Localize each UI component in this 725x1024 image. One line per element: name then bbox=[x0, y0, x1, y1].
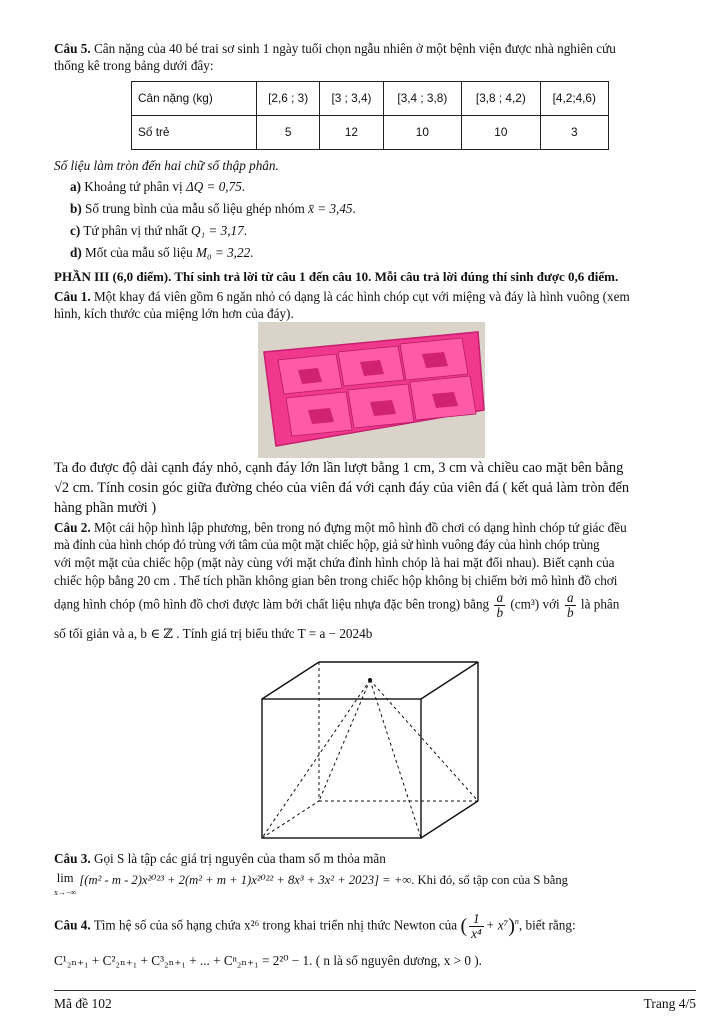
q1-label: Câu 1. bbox=[54, 289, 91, 304]
item-text: Tứ phân vị thứ nhất bbox=[83, 223, 188, 238]
ice-tray-photo bbox=[258, 322, 485, 458]
q1-body-2-text: cm. Tính cosin góc giữa đường chéo của viên đá với cạnh đáy của viên đá ( kết quả làm tròn đến bbox=[69, 480, 630, 496]
q3-line-2 bbox=[54, 872, 696, 897]
q2-line-5 bbox=[54, 591, 696, 620]
table-cell: [3,8 ; 4,2) bbox=[462, 82, 541, 116]
part3-heading: PHẦN III (6,0 điểm). Thí sinh trả lời từ câu 1 đến câu 10. Mỗi câu trả lời đúng thí sinh được 0,6 điểm. bbox=[54, 269, 619, 284]
table-header-count: Số trẻ bbox=[132, 116, 257, 150]
q2-line-4: chiếc hộp bằng 20 cm . Thể tích phần không gian bên trong chiếc hộp không bị chiếm bởi mô hình đồ chơi bbox=[54, 573, 618, 588]
q2-with: với bbox=[542, 596, 560, 612]
frac-num: a bbox=[567, 590, 574, 605]
item-label: b) bbox=[70, 201, 82, 216]
q4-plus-term: + x⁷ bbox=[485, 917, 509, 933]
table-cell: 5 bbox=[257, 116, 320, 150]
item-formula: Q₁ = 3,17 bbox=[191, 223, 244, 238]
q5-item-c bbox=[70, 222, 247, 239]
exam-code: Mã đề 102 bbox=[54, 996, 112, 1011]
q2-line-3: với một mặt của chiếc hộp (mặt này cùng với mặt chứa đỉnh hình chóp là hai mặt đối nhau). Biết cạnh của bbox=[54, 555, 615, 570]
item-end: . bbox=[241, 179, 246, 194]
item-end: . bbox=[243, 223, 247, 238]
q5-note: Số liệu làm tròn đến hai chữ số thập phân. bbox=[54, 158, 279, 173]
q2-line-2: mà đỉnh của hình chóp đó trùng với tâm của một mặt chiếc hộp, giả sử hình vuông đáy của hình chóp trùng bbox=[54, 537, 600, 552]
frac-den: x⁴ bbox=[471, 925, 482, 941]
q1-body-2 bbox=[54, 479, 696, 498]
unit: (cm³) bbox=[510, 596, 540, 612]
q2-text: là phân bbox=[580, 596, 620, 612]
item-end: . bbox=[352, 201, 356, 216]
frac-num: 1 bbox=[469, 912, 483, 927]
q4-line-1 bbox=[54, 912, 696, 941]
q1-intro-2: hình, kích thước của miệng lớn hơn của đáy). bbox=[54, 306, 294, 321]
q1-line1: Một khay đá viên gồm 6 ngăn nhỏ có dạng là các hình chóp cụt với miệng và đáy là hình vuông (xem bbox=[93, 289, 630, 304]
table-cell: [2,6 ; 3) bbox=[257, 82, 320, 116]
item-formula: ΔQ = 0,75 bbox=[185, 179, 242, 194]
table-cell: [3,4 ; 3,8) bbox=[383, 82, 462, 116]
q3-text: Gọi S là tập các giá trị nguyên của tham số m thỏa mãn bbox=[93, 851, 386, 866]
q1-intro bbox=[54, 288, 696, 305]
q5-item-d bbox=[70, 244, 253, 261]
item-formula: M₀ = 3,22 bbox=[196, 245, 251, 260]
q1-body-3: hàng phần mười ) bbox=[54, 500, 157, 516]
item-label: d) bbox=[70, 245, 82, 260]
item-text: Mốt của mẫu số liệu bbox=[85, 245, 193, 260]
q3-tail: . Khi đó, số tập con của S bằng bbox=[411, 873, 568, 887]
item-formula: x̄ = 3,45 bbox=[308, 201, 353, 216]
q5-intro bbox=[54, 40, 696, 57]
q2-line-6: số tối giản và a, b ∈ ℤ . Tính giá trị biểu thức T = a − 2024b bbox=[54, 626, 373, 641]
q4-text: Tìm hệ số của số hạng chứa x²⁶ trong khai triển nhị thức Newton của bbox=[93, 917, 458, 933]
q2-label: Câu 2. bbox=[54, 520, 91, 535]
item-text: Khoảng tứ phân vị bbox=[84, 179, 183, 194]
q5-item-b bbox=[70, 200, 356, 217]
table-row bbox=[132, 116, 609, 150]
table-cell: 3 bbox=[540, 116, 608, 150]
q5-line1: Cân nặng của 40 bé trai sơ sinh 1 ngày tuổi chọn ngẫu nhiên ở một bệnh viện được nhà nghiên cứu bbox=[93, 41, 616, 56]
q2-line-1 bbox=[54, 519, 696, 536]
limit-operator bbox=[54, 872, 76, 897]
table-header-weight: Cân nặng (kg) bbox=[132, 82, 257, 116]
table-cell: 12 bbox=[320, 116, 383, 150]
q5-intro-2: thống kê trong bảng dưới đây: bbox=[54, 58, 214, 73]
item-label: a) bbox=[70, 179, 81, 194]
q1-body-1: Ta đo được độ dài cạnh đáy nhỏ, cạnh đáy lớn lần lượt bằng 1 cm, 3 cm và chiều cao mặt bên bằng bbox=[54, 460, 624, 476]
item-text: Số trung bình của mẫu số liệu ghép nhóm bbox=[85, 201, 305, 216]
q4-text-end: , biết rằng: bbox=[518, 917, 576, 933]
fraction-a-b-2 bbox=[565, 591, 576, 620]
fraction-a-b bbox=[494, 591, 505, 620]
lim-text: lim bbox=[56, 871, 74, 885]
cube-pyramid-figure bbox=[255, 658, 485, 847]
ice-tray-illustration bbox=[258, 322, 485, 458]
page-footer bbox=[54, 990, 696, 1013]
q5-item-a bbox=[70, 178, 245, 195]
page-number: Trang 4/5 bbox=[643, 996, 696, 1011]
table-cell: 10 bbox=[383, 116, 462, 150]
frac-den: b bbox=[567, 604, 574, 620]
table-row bbox=[132, 82, 609, 116]
fraction-1-x4 bbox=[469, 912, 483, 941]
item-label: c) bbox=[70, 223, 81, 238]
frac-den: b bbox=[496, 604, 504, 620]
sqrt-2: √2 bbox=[54, 480, 70, 496]
table-cell: [3 ; 3,4) bbox=[320, 82, 383, 116]
q4-line-2: C¹₂ₙ₊₁ + C²₂ₙ₊₁ + C³₂ₙ₊₁ + ... + Cⁿ₂ₙ₊₁ = 2²⁰ − 1. ( n là số nguyên dương, x > 0 ). bbox=[54, 953, 482, 968]
q2-text: Một cái hộp hình lập phương, bên trong nó đựng một mô hình đồ chơi có dạng hình chóp tứ giác đều bbox=[93, 520, 627, 535]
lim-sub: x→−∞ bbox=[54, 887, 77, 897]
q4-label: Câu 4. bbox=[54, 917, 91, 933]
q5-table bbox=[131, 81, 609, 150]
cube-diagram bbox=[255, 658, 485, 843]
frac-num: a bbox=[496, 590, 504, 605]
q3-label: Câu 3. bbox=[54, 851, 91, 866]
table-cell: 10 bbox=[462, 116, 541, 150]
q3-line-1 bbox=[54, 850, 696, 867]
table-cell: [4,2;4,6) bbox=[540, 82, 608, 116]
item-end: . bbox=[250, 245, 254, 260]
paren-left: ( bbox=[460, 915, 468, 938]
q4-power: n bbox=[514, 917, 519, 926]
limit-expression: [(m² - m - 2)x²⁰²³ + 2(m² + m + 1)x²⁰²² + 8x³ + 3x² + 2023] = +∞ bbox=[79, 873, 412, 887]
paren-right: ) bbox=[508, 915, 515, 938]
q5-label: Câu 5. bbox=[54, 41, 91, 56]
q2-text: dạng hình chóp (mô hình đồ chơi được làm bởi chất liệu nhựa đặc bên trong) bằng bbox=[54, 596, 490, 612]
